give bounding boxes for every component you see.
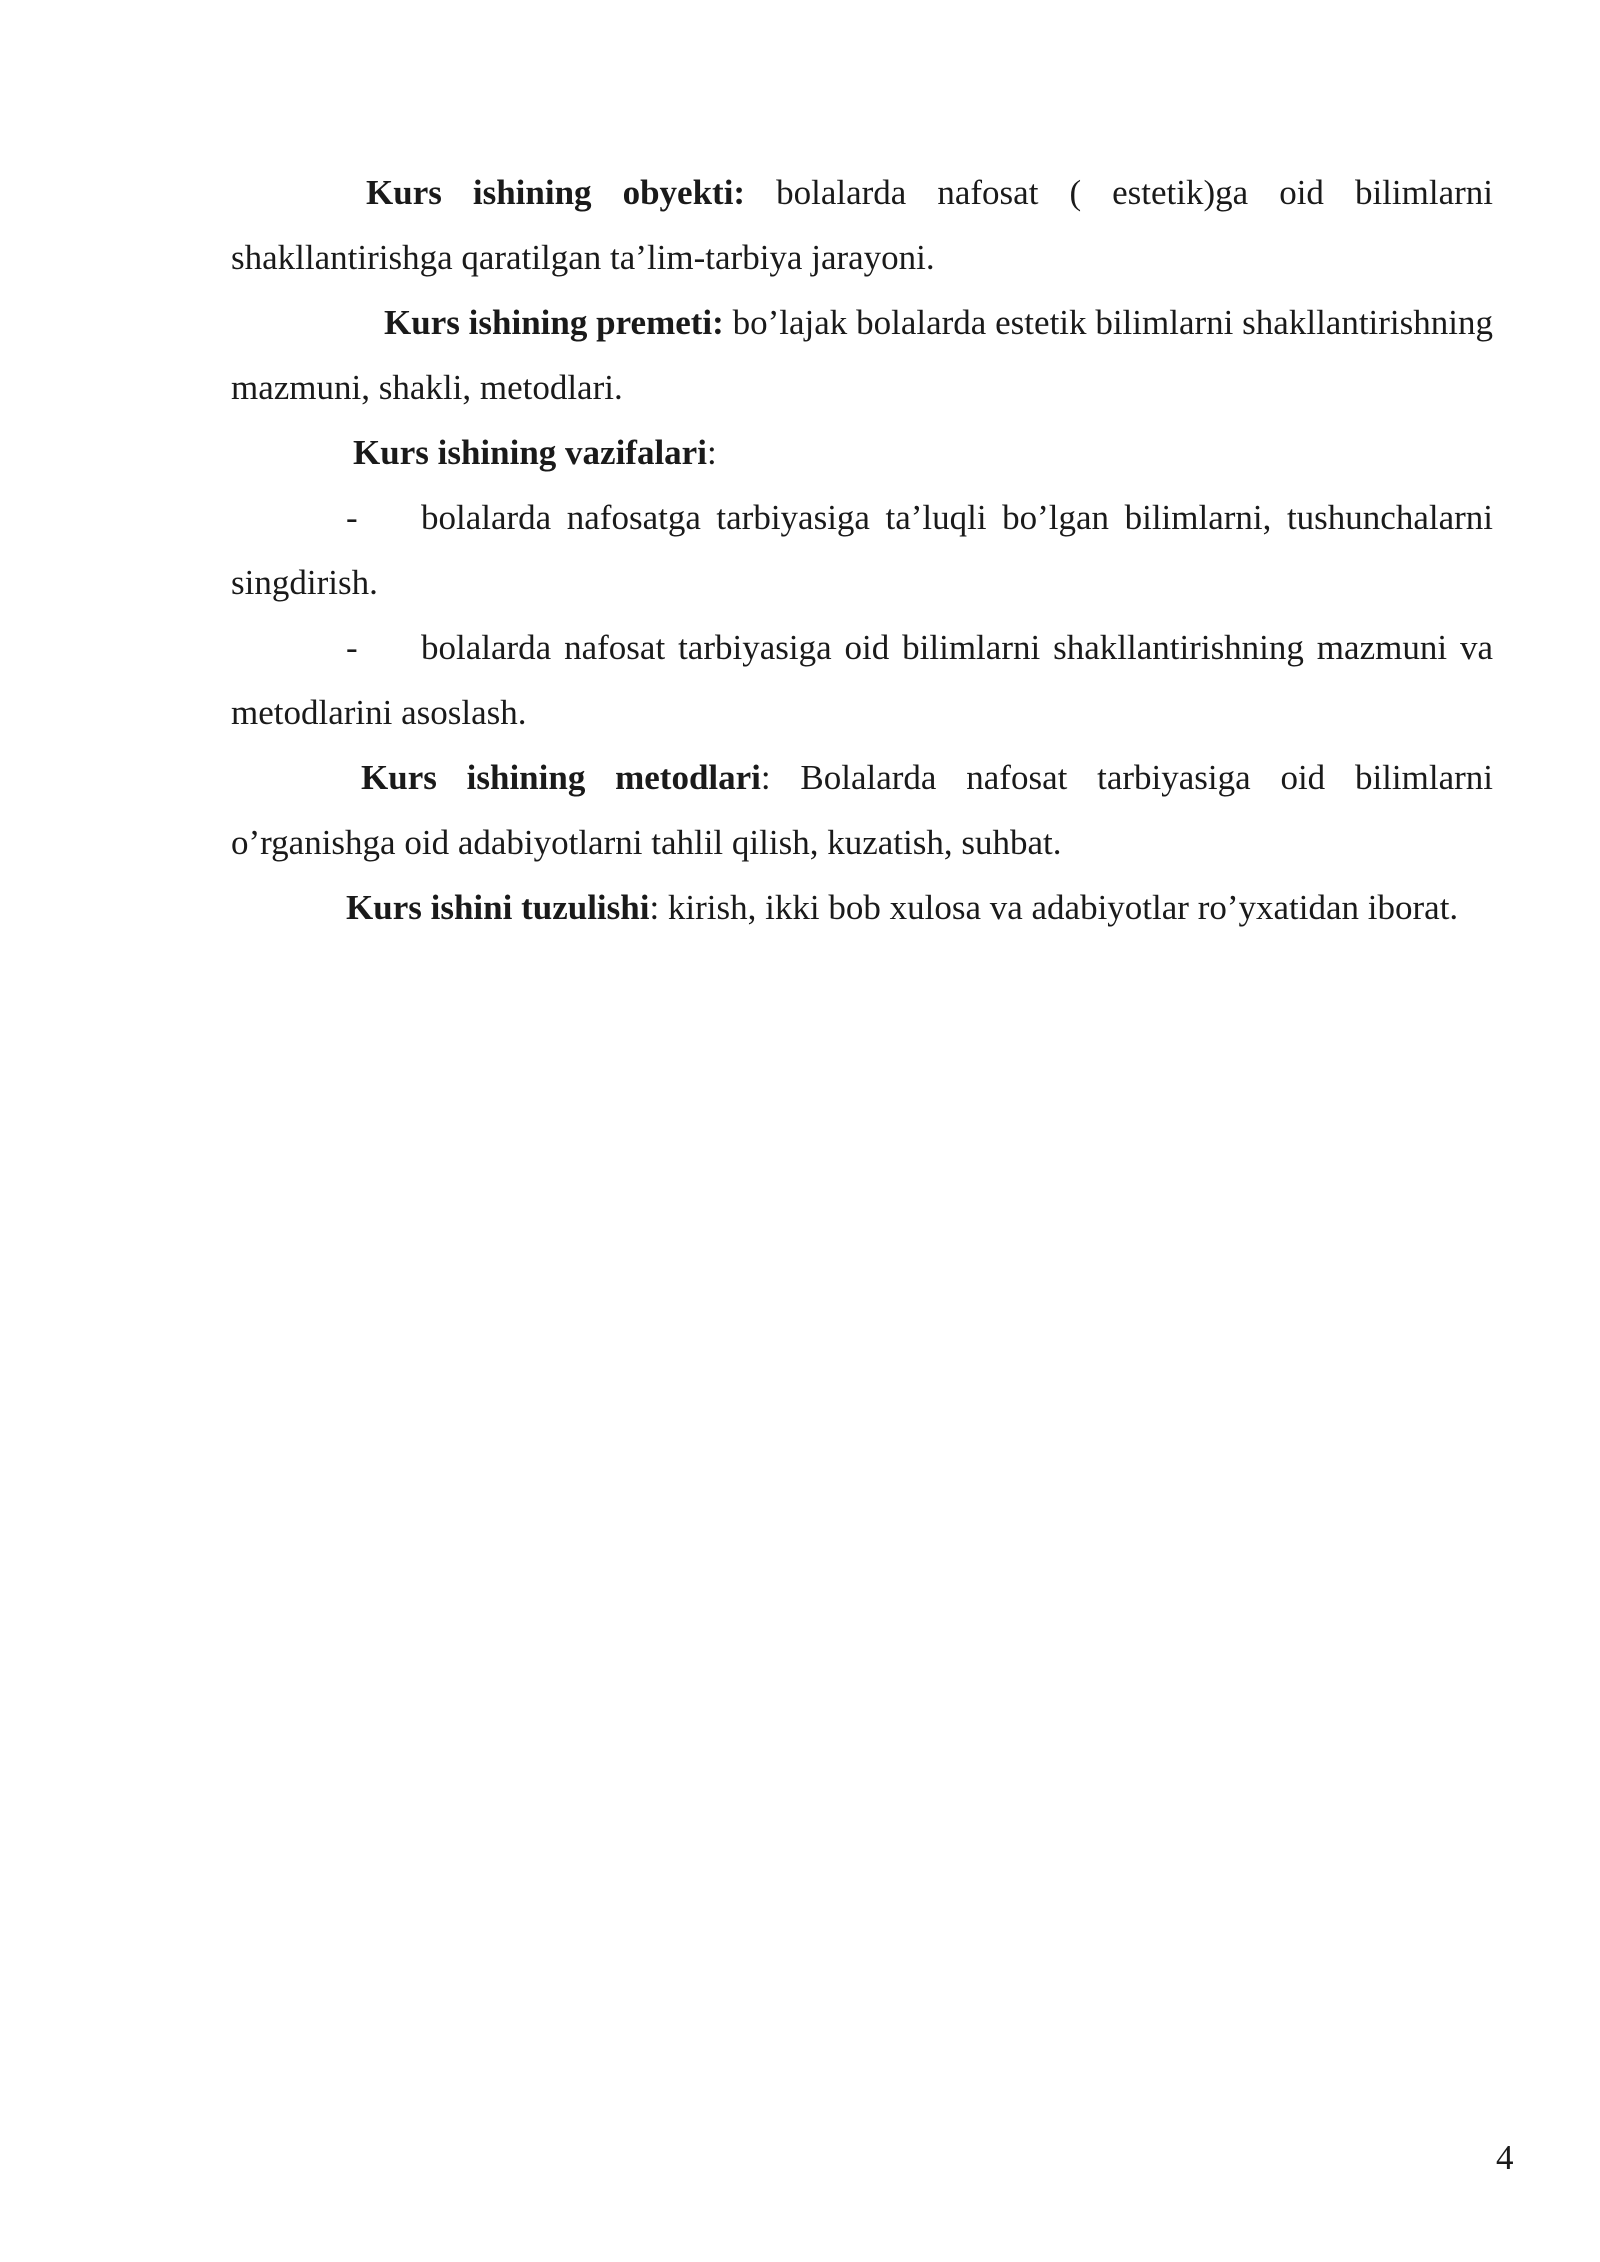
methods-text: : Bolalarda nafosat tarbiyasiga oid bilimlarni o’rganishga oid adabiyotlarni tahlil qilish, kuzatish, suhbat. bbox=[231, 758, 1493, 862]
paragraph-tasks-heading bbox=[231, 420, 1493, 485]
tasks-label: Kurs ishining vazifalari bbox=[353, 433, 707, 472]
paragraph-methods bbox=[231, 745, 1493, 875]
task-item bbox=[231, 615, 1493, 745]
page-number: 4 bbox=[1496, 2138, 1514, 2177]
object-text: bolalarda nafosat ( estetik)ga oid bilimlarni shakllantirishga qaratilgan ta’lim-tarbiya jarayoni. bbox=[231, 173, 1493, 277]
tasks-text: : bbox=[706, 433, 717, 472]
structure-label: Kurs ishini tuzulishi bbox=[346, 888, 650, 927]
methods-label: Kurs ishining metodlari bbox=[361, 758, 761, 797]
task-item bbox=[231, 485, 1493, 615]
object-label: Kurs ishining obyekti: bbox=[366, 173, 746, 212]
task-item-dash: - bbox=[346, 498, 358, 537]
paragraph-structure bbox=[231, 875, 1493, 940]
page-body bbox=[231, 160, 1493, 940]
paragraph-object bbox=[231, 160, 1493, 290]
task-item-text: bolalarda nafosatga tarbiyasiga ta’luqli bo’lgan bilimlarni, tushunchalarni singdirish. bbox=[231, 498, 1493, 602]
subject-text: bo’lajak bolalarda estetik bilimlarni shakllantirishning mazmuni, shakli, metodlari. bbox=[231, 303, 1493, 407]
structure-text: : kirish, ikki bob xulosa va adabiyotlar ro’yxatidan iborat. bbox=[649, 888, 1459, 927]
paragraph-subject bbox=[231, 290, 1493, 420]
task-item-text: bolalarda nafosat tarbiyasiga oid bilimlarni shakllantirishning mazmuni va metodlarini asoslash. bbox=[231, 628, 1493, 732]
subject-label: Kurs ishining premeti: bbox=[384, 303, 724, 342]
task-item-dash: - bbox=[346, 628, 358, 667]
